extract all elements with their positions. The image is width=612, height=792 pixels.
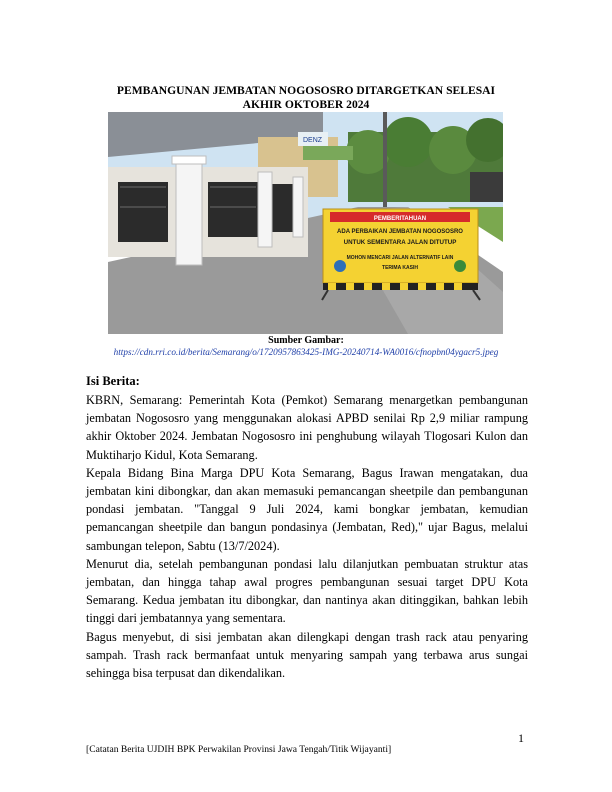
- shop-sign: DENZ: [303, 137, 323, 144]
- article-body: [86, 391, 528, 682]
- paragraph-2: Kepala Bidang Bina Marga DPU Kota Semarang, Bagus Irawan mengatakan, dua jembatan kini dibongkar, dan akan memasuki pemancangan sheetpile dan pembangunan pondasi jembatan. "Tanggal 9 Juli 2024, kami bongkar jembatan, kemudian pemancangan sheetpile dan bangun pondasinya (Jembatan, Red)," ujar Bagus, melalui sambungan telepon, Sabtu (13/7/2024).: [86, 465, 528, 553]
- news-photo: [108, 112, 503, 334]
- road-closure-banner: [323, 209, 478, 283]
- section-heading: Isi Berita:: [86, 374, 140, 388]
- footer-note: [Catatan Berita UJDIH BPK Perwakilan Provinsi Jawa Tengah/Titik Wijayanti]: [86, 744, 392, 755]
- paragraph-1: KBRN, Semarang: Pemerintah Kota (Pemkot) Semarang menargetkan pembangunan jembatan Nogososro yang menggunakan alokasi APBD senilai Rp 2,9 miliar rampung akhir Oktober 2024. Jembatan Nogososro ini penghubung wilayah Tlogosari Kulon dan Muktiharjo Kidul, Kota Semarang.: [86, 393, 528, 462]
- banner-line-3: UNTUK SEMENTARA JALAN DITUTUP: [343, 239, 457, 246]
- banner-line-5: TERIMA KASIH: [382, 265, 418, 271]
- page-number: 1: [518, 731, 524, 745]
- title-line-1: PEMBANGUNAN JEMBATAN NOGOSOSRO DITARGETKAN SELESAI: [116, 84, 496, 97]
- image-source-link[interactable]: https://cdn.rri.co.id/berita/Semarang/o/1720957863425-IMG-20240714-WA0016/cfnopbn04ygacr5.jpeg: [113, 347, 499, 357]
- banner-line-4: MOHON MENCARI JALAN ALTERNATIF LAIN: [346, 255, 454, 261]
- title-line-2: AKHIR OKTOBER 2024: [242, 98, 370, 111]
- banner-line-2: ADA PERBAIKAN JEMBATAN NOGOSOSRO: [337, 229, 463, 235]
- banner-line-1: PEMBERITAHUAN: [373, 216, 427, 222]
- image-caption-label: Sumber Gambar:: [268, 335, 344, 346]
- paragraph-4: Bagus menyebut, di sisi jembatan akan dilengkapi dengan trash rack atau penyaring sampah. Trash rack bermanfaat untuk menyaring sampah yang terbawa arus sungai sehingga bisa terpusat dan dikendalikan.: [86, 629, 528, 681]
- document-title: [90, 84, 522, 112]
- paragraph-3: Menurut dia, setelah pembangunan pondasi lalu dilanjutkan pembuatan struktur atas jembatan, dan hingga tahap awal progres pembangunan sesuai target DPU Kota Semarang. Kedua jembatan itu dibongkar, dan nantinya akan ditinggikan, bahkan lebih tinggi dari jembatannya yang sementara.: [86, 556, 528, 626]
